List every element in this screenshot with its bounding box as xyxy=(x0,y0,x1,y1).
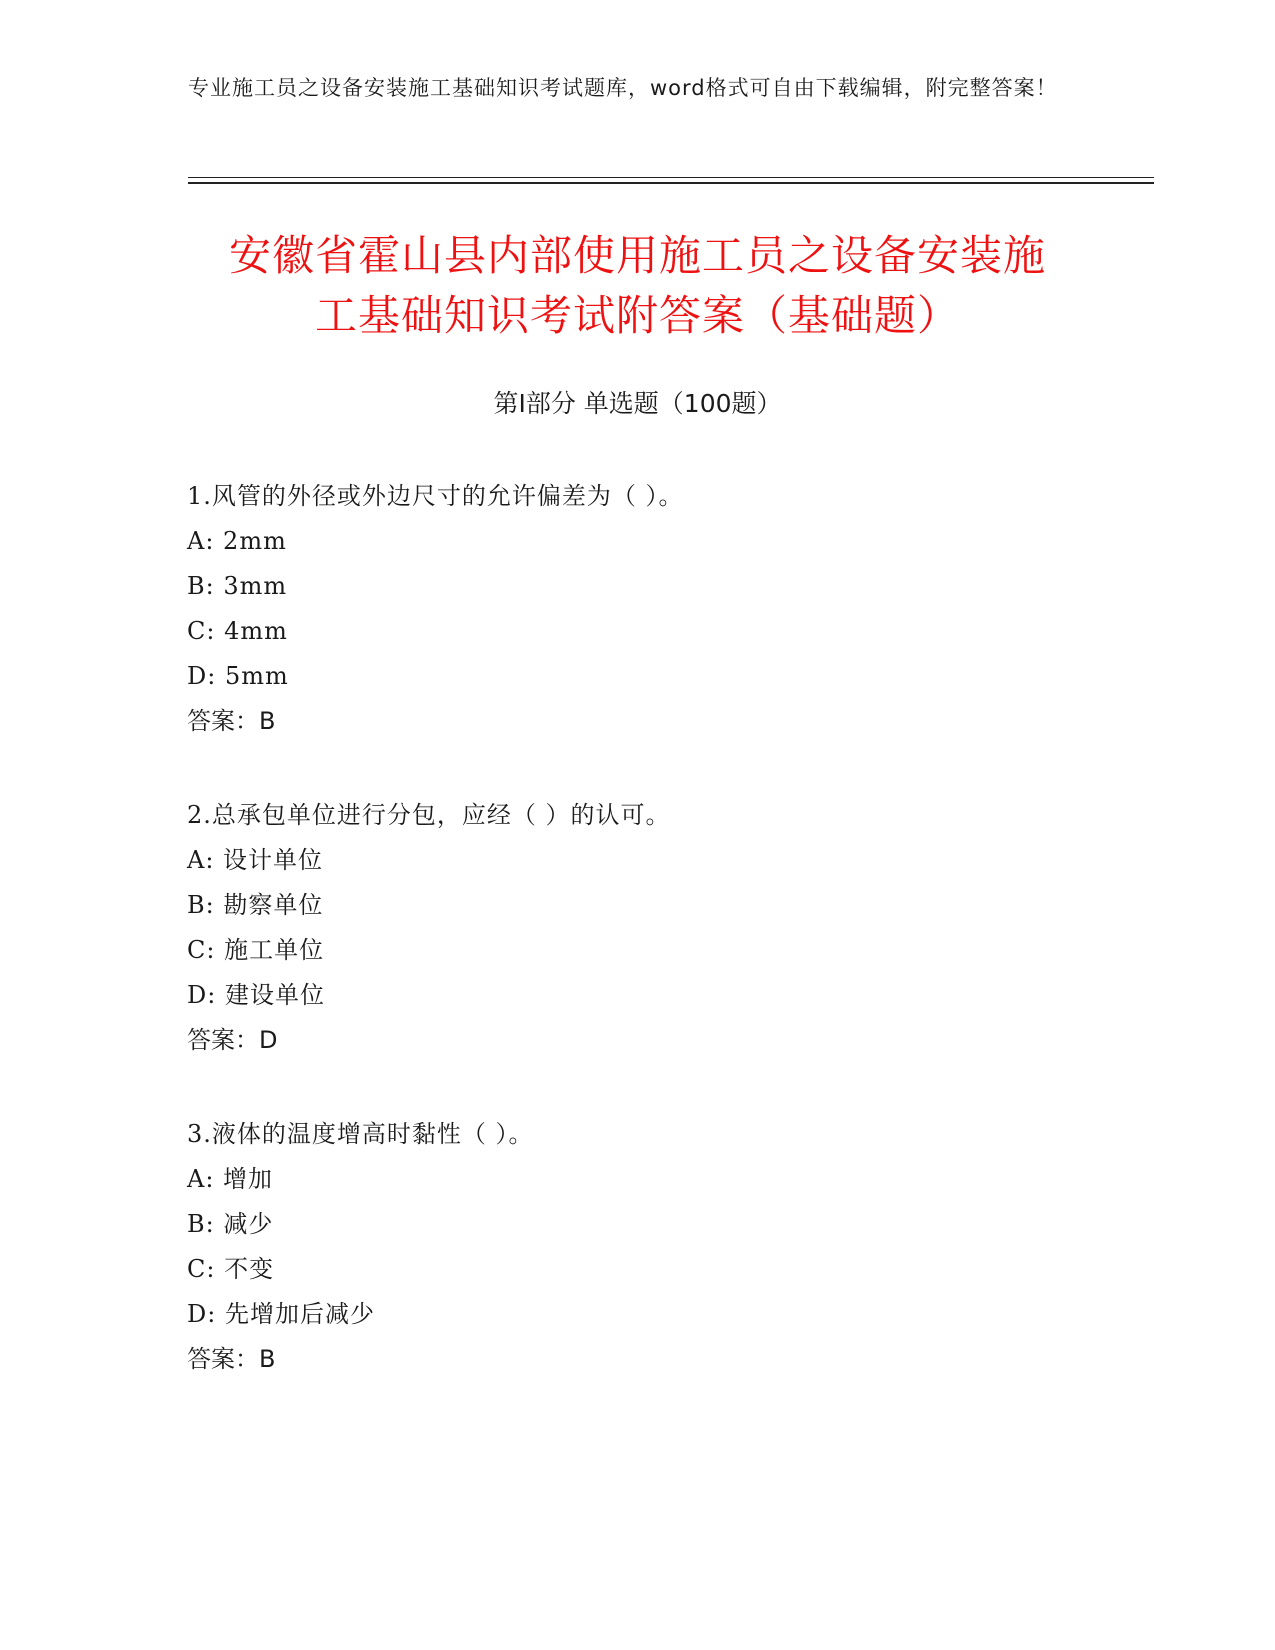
document-title xyxy=(170,226,1105,346)
question-stem: 3.液体的温度增高时黏性（ ）。 xyxy=(187,1120,534,1148)
section-heading: 第Ⅰ部分 单选题（100题） xyxy=(493,389,782,418)
header-divider-thin xyxy=(188,177,1154,178)
option-a: A: 2mm xyxy=(187,527,287,555)
question-3 xyxy=(187,1112,1087,1382)
option-b: B: 减少 xyxy=(187,1210,274,1238)
option-d: D: 建设单位 xyxy=(187,981,325,1009)
page-header-text: 专业施工员之设备安装施工基础知识考试题库，word格式可自由下载编辑，附完整答案！ xyxy=(188,76,1058,100)
document-title-line-2: 工基础知识考试附答案（基础题） xyxy=(314,291,960,340)
question-2 xyxy=(187,793,1087,1063)
option-d: D: 先增加后减少 xyxy=(187,1300,375,1328)
question-list xyxy=(187,474,1087,1431)
option-a: A: 设计单位 xyxy=(187,846,324,874)
answer-key: 答案：D xyxy=(187,1026,278,1054)
question-stem: 2.总承包单位进行分包，应经（ ）的认可。 xyxy=(187,801,671,829)
question-stem: 1.风管的外径或外边尺寸的允许偏差为（ ）。 xyxy=(187,482,684,510)
option-c: C: 施工单位 xyxy=(187,936,325,964)
header-divider-thick xyxy=(188,182,1154,184)
option-c: C: 不变 xyxy=(187,1255,275,1283)
answer-key: 答案：B xyxy=(187,707,276,735)
option-c: C: 4mm xyxy=(187,617,288,645)
document-title-line-1: 安徽省霍山县内部使用施工员之设备安装施 xyxy=(228,231,1046,280)
option-b: B: 勘察单位 xyxy=(187,891,324,919)
option-b: B: 3mm xyxy=(187,572,288,600)
option-a: A: 增加 xyxy=(187,1165,274,1193)
option-d: D: 5mm xyxy=(187,662,289,690)
answer-key: 答案：B xyxy=(187,1345,276,1373)
question-1 xyxy=(187,474,1087,744)
